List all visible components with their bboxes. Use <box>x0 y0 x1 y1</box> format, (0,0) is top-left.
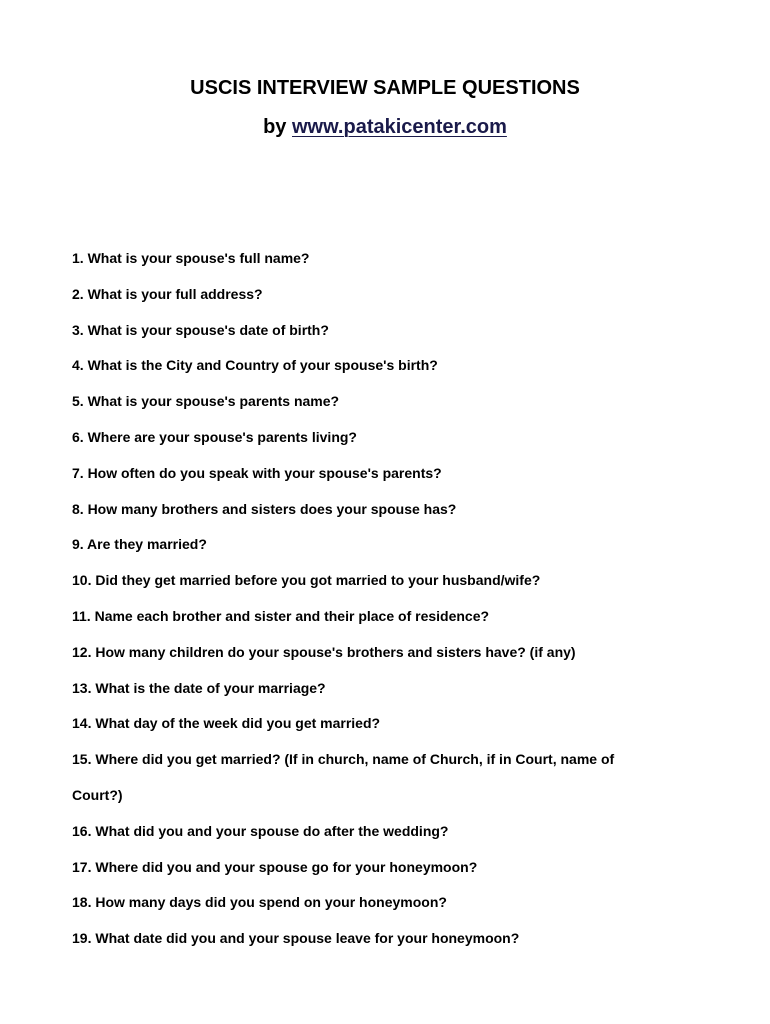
question-item: 10. Did they get married before you got married to your husband/wife? <box>72 572 541 589</box>
website-link[interactable]: www.patakicenter.com <box>292 116 507 138</box>
question-item: 19. What date did you and your spouse leave for your honeymoon? <box>72 930 520 947</box>
question-item: 15. Where did you get married? (If in church, name of Church, if in Court, name of <box>72 751 615 768</box>
question-item: 7. How often do you speak with your spouse's parents? <box>72 464 442 481</box>
page-title: USCIS INTERVIEW SAMPLE QUESTIONS <box>190 77 580 99</box>
question-item: 9. Are they married? <box>72 536 207 553</box>
question-item: 3. What is your spouse's date of birth? <box>72 321 329 338</box>
question-item: 8. How many brothers and sisters does your spouse has? <box>72 500 457 517</box>
question-item-continuation: Court?) <box>72 786 123 803</box>
question-item: 11. Name each brother and sister and their place of residence? <box>72 607 490 624</box>
question-item: 12. How many children do your spouse's brothers and sisters have? (if any) <box>72 643 576 660</box>
question-item: 17. Where did you and your spouse go for your honeymoon? <box>72 858 478 875</box>
question-item: 5. What is your spouse's parents name? <box>72 393 340 410</box>
question-item: 13. What is the date of your marriage? <box>72 679 326 696</box>
byline <box>0 113 770 141</box>
question-item: 1. What is your spouse's full name? <box>72 250 310 266</box>
question-item: 4. What is the City and Country of your spouse's birth? <box>72 357 438 374</box>
question-item: 14. What day of the week did you get married? <box>72 715 381 732</box>
question-item: 18. How many days did you spend on your honeymoon? <box>72 894 447 911</box>
question-item: 2. What is your full address? <box>72 285 263 302</box>
question-list <box>72 241 712 957</box>
byline-prefix: by <box>263 116 287 138</box>
question-item: 6. Where are your spouse's parents living? <box>72 428 357 445</box>
question-item: 16. What did you and your spouse do after the wedding? <box>72 822 449 839</box>
